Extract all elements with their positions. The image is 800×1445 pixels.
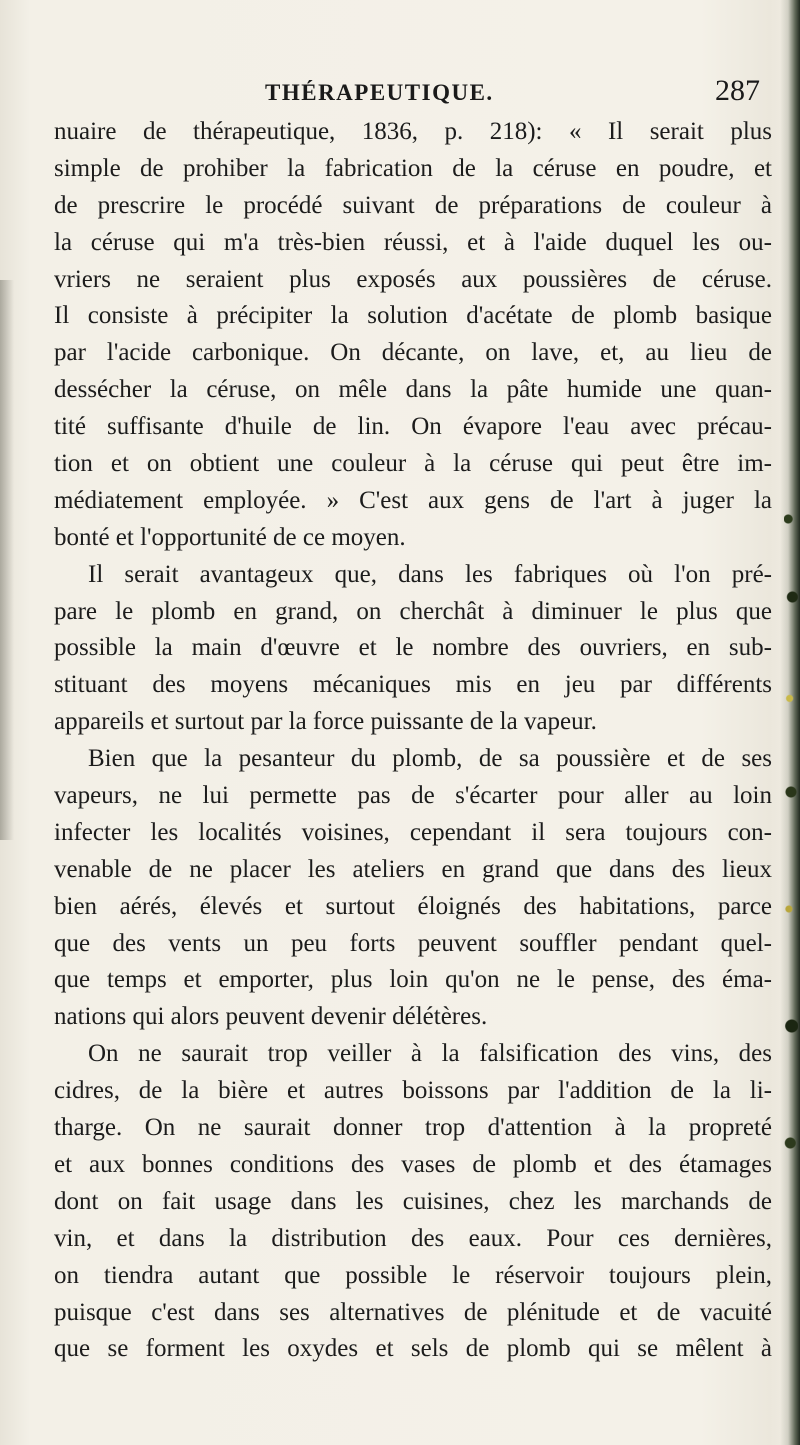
page-edge-stains [784,480,798,1260]
text-line: puisque c'est dans ses alternatives de plénitude et de vacuité [54,1298,772,1326]
text-line: par l'acide carbonique. On décante, on lave, et, au lieu de [54,339,772,367]
body-text [54,114,772,1368]
text-line: bonté et l'opportunité de ce moyen. [54,523,406,551]
text-line: simple de prohiber la fabrication de la céruse en poudre, et [54,154,772,182]
running-title: THÉRAPEUTIQUE. [265,80,494,105]
running-header [265,74,760,110]
text-line: que se forment les oxydes et sels de plomb qui se mêlent à [54,1335,772,1363]
text-line: que des vents un peu forts peuvent souffler pendant quel- [54,929,772,957]
text-line: que temps et emporter, plus loin qu'on ne le pense, des éma- [54,966,772,994]
text-line: vapeurs, ne lui permette pas de s'écarter pour aller au loin [54,782,772,810]
text-line: pare le plomb en grand, on cherchât à diminuer le plus que [54,597,772,625]
text-line: cidres, de la bière et autres boissons par l'addition de la li- [54,1077,772,1105]
text-line: dessécher la céruse, on mêle dans la pâte humide une quan- [54,376,772,404]
binding-shadow [0,280,14,840]
text-line: Bien que la pesanteur du plomb, de sa poussière et de ses [88,745,772,773]
text-line: On ne saurait trop veiller à la falsification des vins, des [88,1040,772,1068]
text-line: on tiendra autant que possible le réservoir toujours plein, [54,1261,772,1289]
text-line: appareils et surtout par la force puissante de la vapeur. [54,708,597,736]
text-line: de prescrire le procédé suivant de préparations de couleur à [54,191,772,219]
text-line: nuaire de thérapeutique, 1836, p. 218): « Il serait plus [54,118,772,145]
text-line: la céruse qui m'a très-bien réussi, et à l'aide duquel les ou- [54,228,772,256]
text-line: vriers ne seraient plus exposés aux poussières de céruse. [54,265,772,293]
text-line: médiatement employée. » C'est aux gens de l'art à juger la [54,486,772,514]
page-number: 287 [715,74,760,107]
text-line: Il consiste à précipiter la solution d'acétate de plomb basique [54,302,772,330]
text-line: tharge. On ne saurait donner trop d'attention à la propreté [54,1114,772,1142]
text-line: venable de ne placer les ateliers en grand que dans des lieux [54,855,772,883]
text-line: Il serait avantageux que, dans les fabriques où l'on pré- [88,560,772,588]
text-line: et aux bonnes conditions des vases de plomb et des étamages [54,1150,772,1178]
text-line: nations qui alors peuvent devenir délétères. [54,1003,488,1031]
text-line: bien aérés, élevés et surtout éloignés des habitations, parce [54,892,772,920]
text-line: tion et on obtient une couleur à la céruse qui peut être im- [54,450,772,478]
text-line: possible la main d'œuvre et le nombre des ouvriers, en sub- [54,634,772,662]
text-line: infecter les localités voisines, cependant il sera toujours con- [54,818,772,846]
text-line: stituant des moyens mécaniques mis en jeu par différents [54,671,772,699]
text-line: vin, et dans la distribution des eaux. Pour ces dernières, [54,1224,772,1252]
text-line: dont on fait usage dans les cuisines, chez les marchands de [54,1187,772,1215]
text-line: tité suffisante d'huile de lin. On évapore l'eau avec précau- [54,413,772,441]
